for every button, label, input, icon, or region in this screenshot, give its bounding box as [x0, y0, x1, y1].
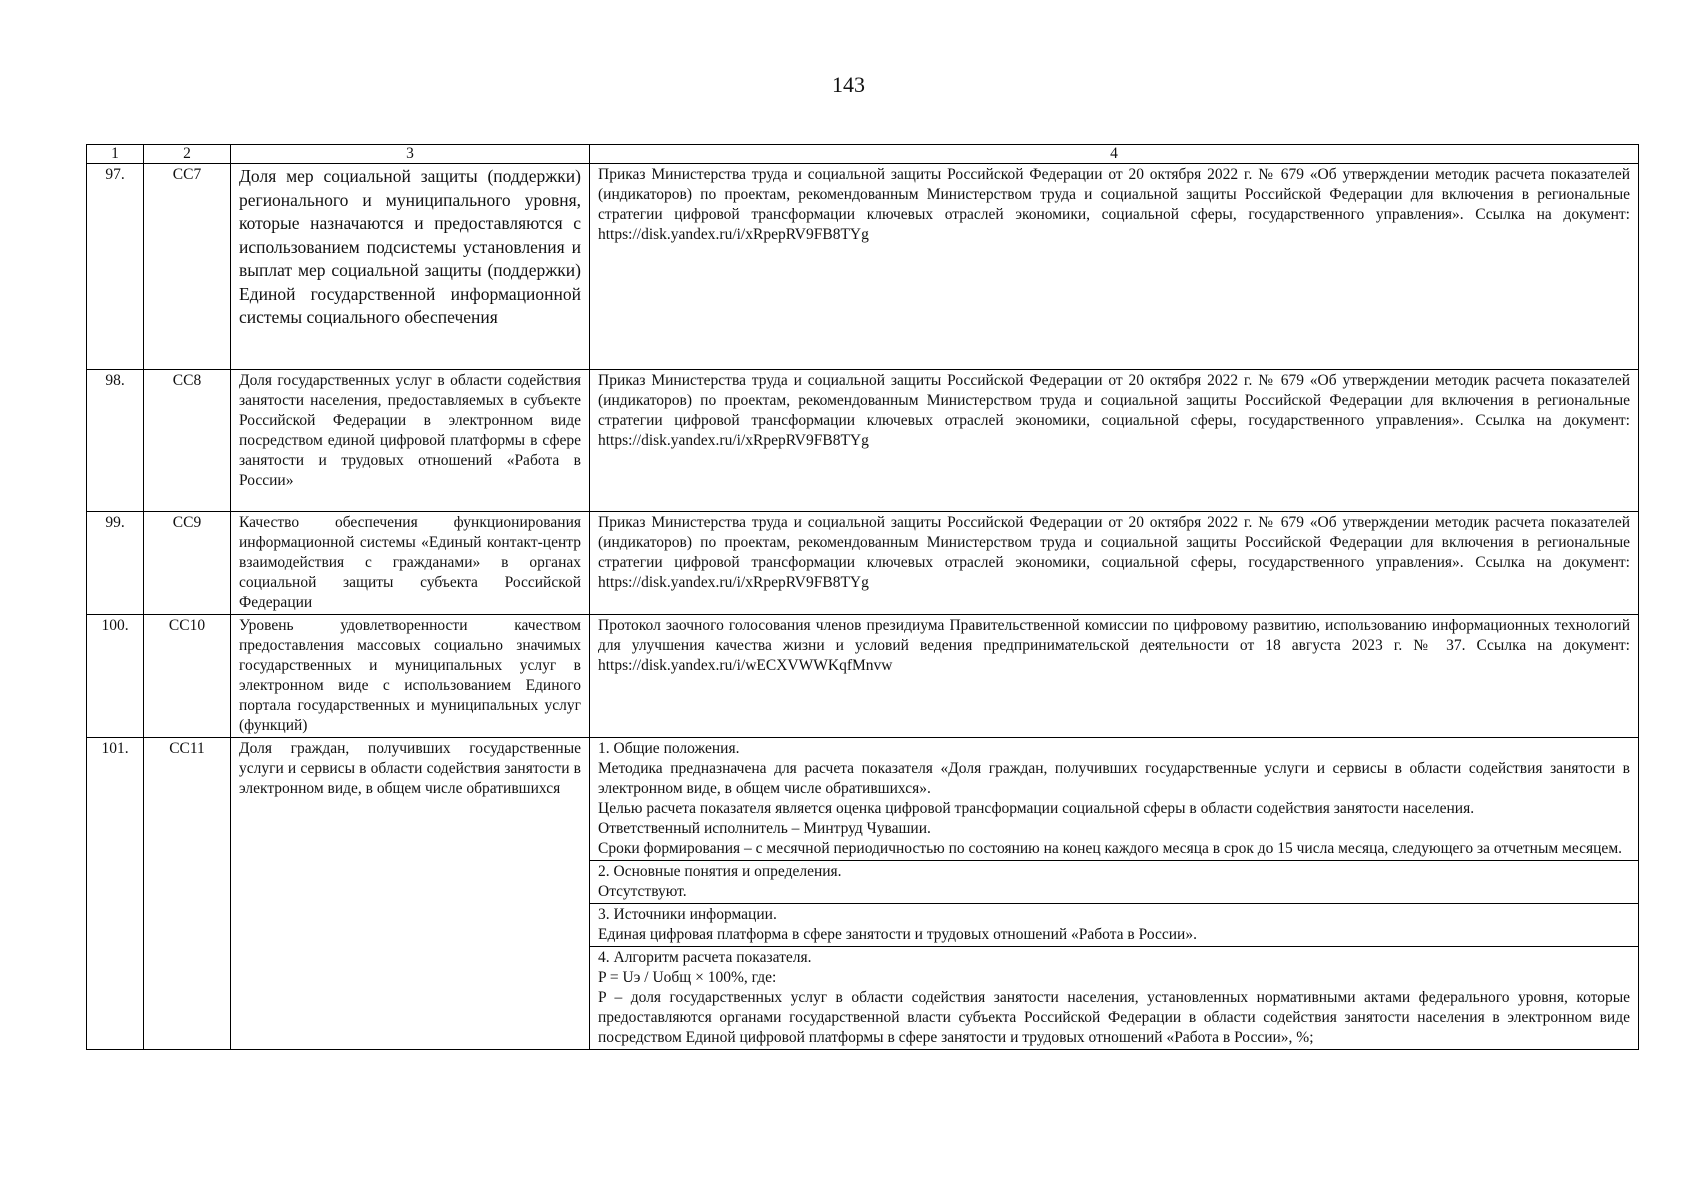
- indicator-code: СС7: [144, 164, 231, 370]
- indicator-code: СС8: [144, 370, 231, 512]
- section-text: P – доля государственных услуг в области содействия занятости населения, установленных нормативными актами федерального уровня, которые предоставляются органами государственной власти субъекта Российской Федерации в области содействия занятости населения в электронном виде посредством Единой цифровой платформы в сфере занятости и трудовых отношений «Работа в России», %;: [598, 989, 1630, 1046]
- section-heading: 4. Алгоритм расчета показателя.: [598, 949, 812, 966]
- section-text: Целью расчета показателя является оценка цифровой трансформации социальной сферы в области содействия занятости населения.: [598, 800, 1475, 817]
- section-text: Сроки формирования – с месячной периодичностью по состоянию на конец каждого месяца в срок до 15 числа месяца, следующего за отчетным месяцем.: [598, 840, 1622, 857]
- row-number: 98.: [87, 370, 144, 512]
- column-header: 4: [590, 145, 1639, 164]
- section-text: Единая цифровая платформа в сфере занятости и трудовых отношений «Работа в России».: [598, 926, 1197, 943]
- indicator-code: СС10: [144, 615, 231, 738]
- column-header: 2: [144, 145, 231, 164]
- section-heading: 2. Основные понятия и определения.: [598, 863, 842, 880]
- row-number: 97.: [87, 164, 144, 370]
- row-number: 101.: [87, 738, 144, 1050]
- method-section-definitions: [590, 861, 1639, 904]
- column-header: 3: [231, 145, 590, 164]
- table-row: [87, 164, 1639, 370]
- indicator-name: Качество обеспечения функционирования информационной системы «Единый контакт-центр взаимодействия с гражданами» в органах социальной защиты субъекта Российской Федерации: [231, 512, 590, 615]
- indicator-method: Протокол заочного голосования членов президиума Правительственной комиссии по цифровому развитию, использованию информационных технологий для улучшения качества жизни и условий ведения предпринимательской деятельности от 18 августа 2023 г. № 37. Ссылка на документ: https://disk.yandex.ru/i/wECXVWWKqfMnvw: [590, 615, 1639, 738]
- section-text: Отсутствуют.: [598, 883, 687, 900]
- indicator-name: Уровень удовлетворенности качеством предоставления массовых социально значимых государственных и муниципальных услуг в электронном виде с использованием Единого портала государственных и муниципальных услуг (функций): [231, 615, 590, 738]
- indicator-name: Доля граждан, получивших государственные услуги и сервисы в области содействия занятости в электронном виде, в общем числе обратившихся: [231, 738, 590, 1050]
- indicator-method: Приказ Министерства труда и социальной защиты Российской Федерации от 20 октября 2022 г. № 679 «Об утверждении методик расчета показателей (индикаторов) по проектам, рекомендованным Министерством труда и социальной защиты Российской Федерации для включения в региональные стратегии цифровой трансформации ключевых отраслей экономики, социальной сферы, государственного управления». Ссылка на документ: https://disk.yandex.ru/i/xRpepRV9FB8TYg: [590, 370, 1639, 512]
- indicator-method: Приказ Министерства труда и социальной защиты Российской Федерации от 20 октября 2022 г. № 679 «Об утверждении методик расчета показателей (индикаторов) по проектам, рекомендованным Министерством труда и социальной защиты Российской Федерации для включения в региональные стратегии цифровой трансформации ключевых отраслей экономики, социальной сферы, государственного управления». Ссылка на документ: https://disk.yandex.ru/i/xRpepRV9FB8TYg: [590, 164, 1639, 370]
- section-heading: 3. Источники информации.: [598, 906, 777, 923]
- table-row: [87, 615, 1639, 738]
- indicator-name: Доля государственных услуг в области содействия занятости населения, предоставляемых в субъекте Российской Федерации в электронном виде посредством единой цифровой платформы в сфере занятости и трудовых отношений «Работа в России»: [231, 370, 590, 512]
- header-row: [87, 145, 1639, 164]
- section-heading: 1. Общие положения.: [598, 740, 740, 757]
- table-row: [87, 512, 1639, 615]
- formula: P = Uэ / Uобщ × 100%, где:: [598, 969, 777, 986]
- table-row: [87, 370, 1639, 512]
- indicator-table: [86, 144, 1639, 1050]
- row-number: 99.: [87, 512, 144, 615]
- indicator-method: Приказ Министерства труда и социальной защиты Российской Федерации от 20 октября 2022 г. № 679 «Об утверждении методик расчета показателей (индикаторов) по проектам, рекомендованным Министерством труда и социальной защиты Российской Федерации для включения в региональные стратегии цифровой трансформации ключевых отраслей экономики, социальной сферы, государственного управления». Ссылка на документ: https://disk.yandex.ru/i/xRpepRV9FB8TYg: [590, 512, 1639, 615]
- table-row: [87, 738, 1639, 861]
- page-number: 143: [832, 72, 865, 97]
- column-header: 1: [87, 145, 144, 164]
- method-section-algorithm: [590, 947, 1639, 1050]
- method-section-sources: [590, 904, 1639, 947]
- row-number: 100.: [87, 615, 144, 738]
- indicator-code: СС11: [144, 738, 231, 1050]
- section-text: Методика предназначена для расчета показателя «Доля граждан, получивших государственные услуги и сервисы в области содействия занятости в электронном виде, в общем числе обратившихся».: [598, 760, 1630, 797]
- indicator-code: СС9: [144, 512, 231, 615]
- method-section-general: [590, 738, 1639, 861]
- indicator-name: Доля мер социальной защиты (поддержки) регионального и муниципального уровня, которые назначаются и предоставляются с использованием подсистемы установления и выплат мер социальной защиты (поддержки) Единой государственной информационной системы социального обеспечения: [231, 164, 590, 370]
- section-text: Ответственный исполнитель – Минтруд Чувашии.: [598, 820, 931, 837]
